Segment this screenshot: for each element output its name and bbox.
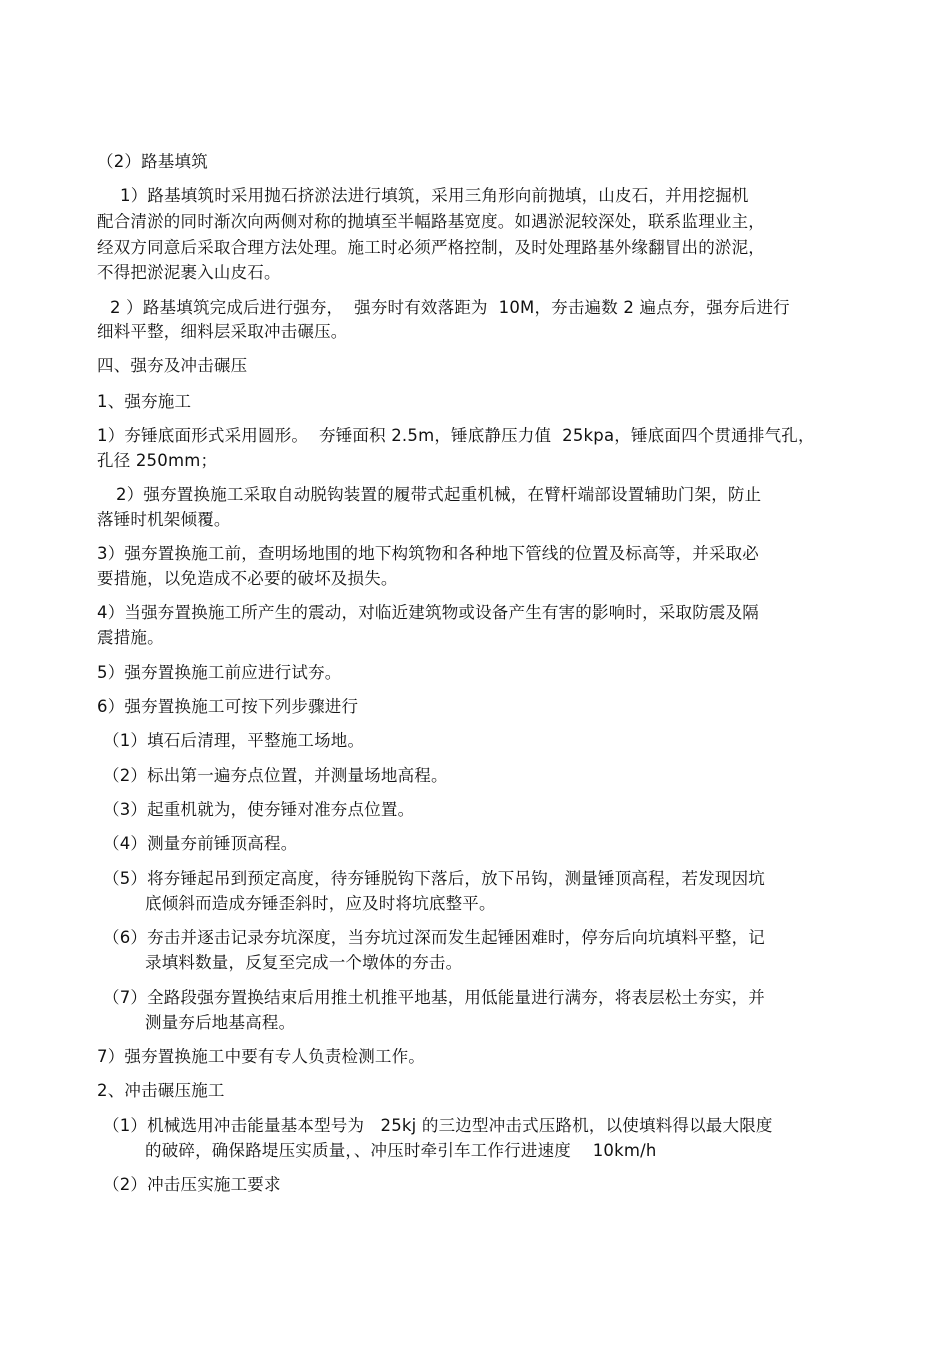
paragraph-line: 2）强夯置换施工采取自动脱钩装置的履带式起重机械，在臂杆端部设置辅助门架，防止: [116, 485, 762, 504]
subsection-heading: 2、冲击碾压施工: [97, 1081, 225, 1100]
step-item: （4）测量夯前锤顶高程。: [103, 834, 298, 853]
paragraph-line: 3）强夯置换施工前，查明场地围的地下构筑物和各种地下管线的位置及标高等，并采取必: [97, 544, 759, 563]
paragraph-line: 6）强夯置换施工可按下列步骤进行: [97, 697, 359, 716]
paragraph-line: 孔径 250mm；: [97, 451, 218, 470]
step-item: （3）起重机就为，使夯锤对准夯点位置。: [103, 800, 415, 819]
heading-subgrade-filling: （2）路基填筑: [97, 152, 208, 171]
step-item: （5）将夯锤起吊到预定高度，待夯锤脱钩下落后，放下吊钩，测量锤顶高程，若发现因坑: [103, 869, 765, 888]
step-item: （2）标出第一遍夯点位置，并测量场地高程。: [103, 766, 448, 785]
paragraph-line: 震措施。: [97, 628, 164, 647]
paragraph-line: 不得把淤泥裹入山皮石。: [97, 263, 281, 282]
step-item: （7）全路段强夯置换结束后用推土机推平地基，用低能量进行满夯，将表层松土夯实，并: [103, 988, 765, 1007]
paragraph-line: 1）夯锤底面形式采用圆形。 夯锤面积 2.5m，锤底静压力值 25kpa，锤底面四个贯通排气孔，: [97, 426, 815, 445]
paragraph-line: 配合清淤的同时渐次向两侧对称的抛填至半幅路基宽度。如遇淤泥较深处，联系监理业主，: [97, 212, 765, 231]
paragraph-line: 2 ）路基填筑完成后进行强夯， 强夯时有效落距为 10M，夯击遍数 2 遍点夯，强夯后进行: [110, 298, 790, 317]
step-item: （1）填石后清理，平整施工场地。: [103, 731, 365, 750]
subsection-heading: 1、强夯施工: [97, 392, 192, 411]
paragraph-line: 4）当强夯置换施工所产生的震动，对临近建筑物或设备产生有害的影响时，采取防震及隔: [97, 603, 759, 622]
step-item: （6）夯击并逐击记录夯坑深度，当夯坑过深而发生起锤困难时，停夯后向坑填料平整，记: [103, 928, 765, 947]
paragraph-line: 细料平整，细料层采取冲击碾压。: [97, 322, 348, 341]
step-item-continuation: 测量夯后地基高程。: [145, 1013, 296, 1032]
paragraph-line: 落锤时机架倾覆。: [97, 510, 231, 529]
step-item-continuation: 的破碎，确保路堤压实质量，、冲压时牵引车工作行进速度 10km/h: [145, 1141, 657, 1160]
step-item-continuation: 底倾斜而造成夯锤歪斜时，应及时将坑底整平。: [145, 894, 496, 913]
paragraph-line: 经双方同意后采取合理方法处理。施工时必须严格控制，及时处理路基外缘翻冒出的淤泥，: [97, 238, 765, 257]
paragraph-line: 5）强夯置换施工前应进行试夯。: [97, 663, 342, 682]
paragraph-line: 7）强夯置换施工中要有专人负责检测工作。: [97, 1047, 425, 1066]
paragraph-line: 1）路基填筑时采用抛石挤淤法进行填筑，采用三角形向前抛填，山皮石，并用挖掘机: [120, 186, 749, 205]
step-item: （2）冲击压实施工要求: [103, 1175, 281, 1194]
step-item-continuation: 录填料数量，反复至完成一个墩体的夯击。: [145, 953, 463, 972]
step-item: （1）机械选用冲击能量基本型号为 25kj 的三边型冲击式压路机，以使填料得以最大限度: [103, 1116, 773, 1135]
paragraph-line: 要措施，以免造成不必要的破坏及损失。: [97, 569, 398, 588]
section-heading: 四、强夯及冲击碾压: [97, 356, 248, 375]
